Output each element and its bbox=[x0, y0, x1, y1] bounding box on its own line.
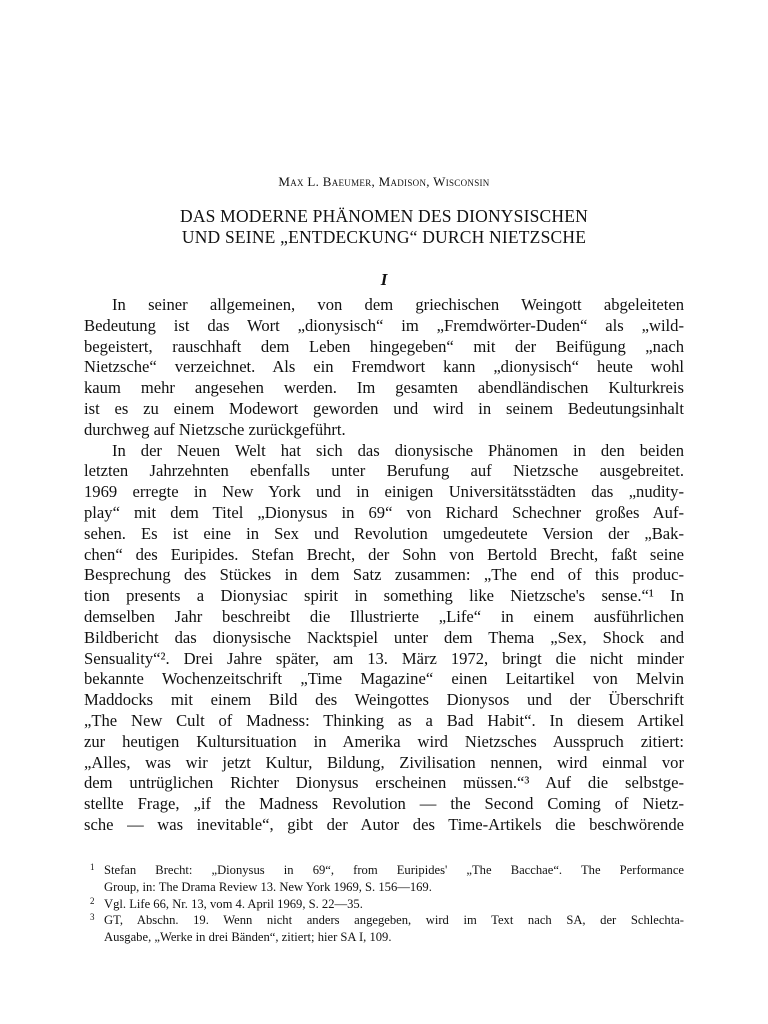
text-line: In der Neuen Welt hat sich das dionysische Phänomen in den beiden bbox=[112, 440, 684, 460]
text-line: letzten Jahrzehnten ebenfalls unter Berufung auf Nietzsche ausgebreitet. bbox=[84, 461, 684, 481]
footnote bbox=[84, 896, 684, 913]
title-line-2: UND SEINE „ENTDECKUNG“ DURCH NIETZSCHE bbox=[181, 227, 587, 247]
text-line: Bildbericht das dionysische Nacktspiel unter dem Thema „Sex, Shock and bbox=[84, 627, 684, 647]
text-line: Maddocks mit einem Bild des Weingottes Dionysos und der Überschrift bbox=[84, 690, 684, 710]
text-line: „Alles, was wir jetzt Kultur, Bildung, Zivilisation nennen, wird einmal vor bbox=[84, 752, 684, 772]
text-line: 1969 erregte in New York und in einigen Universitätsstädten das „nudity- bbox=[84, 482, 684, 502]
footnote bbox=[84, 912, 684, 946]
text-line: „The New Cult of Madness: Thinking as a Bad Habit“. In diesem Artikel bbox=[84, 710, 684, 730]
section-number: I bbox=[380, 270, 388, 289]
text-line: ist es zu einem Modewort geworden und wird in seinem Bedeutungsinhalt bbox=[84, 398, 684, 418]
text-line: Besprechung des Stückes in dem Satz zusammen: „The end of this produc- bbox=[84, 565, 684, 585]
footnotes bbox=[84, 862, 684, 946]
text-line: Sensuality“². Drei Jahre später, am 13. März 1972, bringt die nicht minder bbox=[84, 648, 684, 668]
body-text bbox=[84, 295, 684, 836]
author-line: Max L. Baeumer, Madison, Wisconsin bbox=[278, 174, 490, 189]
footnote-line: Stefan Brecht: „Dionysus in 69“, from Euripides' „The Bacchae“. The Performance bbox=[104, 863, 684, 877]
footnote-line: Ausgabe, „Werke in drei Bänden“, zitiert; hier SA I, 109. bbox=[104, 930, 392, 945]
footnote-mark: 2 bbox=[90, 895, 95, 906]
text-line: sche — was inevitable“, gibt der Autor des Time-Artikels die beschwörende bbox=[84, 814, 684, 834]
text-line: Nietzsche“ verzeichnet. Als ein Fremdwort kann „dionysisch“ heute wohl bbox=[84, 357, 684, 377]
footnote-mark: 3 bbox=[90, 912, 95, 923]
text-line: begeistert, rauschhaft dem Leben hingegeben“ mit der Beifügung „nach bbox=[84, 336, 684, 356]
paragraph bbox=[84, 295, 684, 441]
footnote-line: GT, Abschn. 19. Wenn nicht anders angegeben, wird im Text nach SA, der Schlechta- bbox=[104, 913, 684, 928]
text-line: stellte Frage, „if the Madness Revolution — the Second Coming of Nietz- bbox=[84, 794, 684, 814]
text-line: chen“ des Euripides. Stefan Brecht, der Sohn von Bertold Brecht, faßt seine bbox=[84, 544, 684, 564]
text-line: dem untrüglichen Richter Dionysus erscheinen müssen.“³ Auf die selbstge- bbox=[84, 773, 684, 793]
text-line: In seiner allgemeinen, von dem griechischen Weingott abgeleiteten bbox=[112, 295, 684, 314]
footnote-line: Group, in: The Drama Review 13. New York 1969, S. 156—169. bbox=[104, 879, 432, 894]
paragraph bbox=[84, 441, 684, 836]
text-line: sehen. Es ist eine in Sex und Revolution umgedeutete Version der „Bak- bbox=[84, 523, 684, 543]
text-line: Bedeutung ist das Wort „dionysisch“ im „Fremdwörter-Duden“ als „wild- bbox=[84, 315, 684, 335]
footnote bbox=[84, 862, 684, 896]
text-line: durchweg auf Nietzsche zurückgeführt. bbox=[84, 419, 346, 439]
title-line-1: DAS MODERNE PHÄNOMEN DES DIONYSISCHEN bbox=[180, 206, 588, 226]
text-line: play“ mit dem Titel „Dionysus in 69“ von Richard Schechner großes Auf- bbox=[84, 502, 684, 522]
article-title bbox=[0, 206, 768, 248]
text-line: bekannte Wochenzeitschrift „Time Magazine“ einen Leitartikel von Melvin bbox=[84, 669, 684, 689]
text-line: tion presents a Dionysiac spirit in something like Nietzsche's sense.“¹ In bbox=[84, 586, 684, 606]
text-line: demselben Jahr beschreibt die Illustrierte „Life“ in einem ausführlichen bbox=[84, 606, 684, 626]
footnote-mark: 1 bbox=[90, 862, 95, 872]
text-line: zur heutigen Kultursituation in Amerika wird Nietzsches Ausspruch zitiert: bbox=[84, 731, 684, 751]
text-line: kaum mehr angesehen werden. Im gesamten abendländischen Kulturkreis bbox=[84, 378, 684, 398]
footnote-line: Vgl. Life 66, Nr. 13, vom 4. April 1969, S. 22—35. bbox=[104, 896, 363, 911]
